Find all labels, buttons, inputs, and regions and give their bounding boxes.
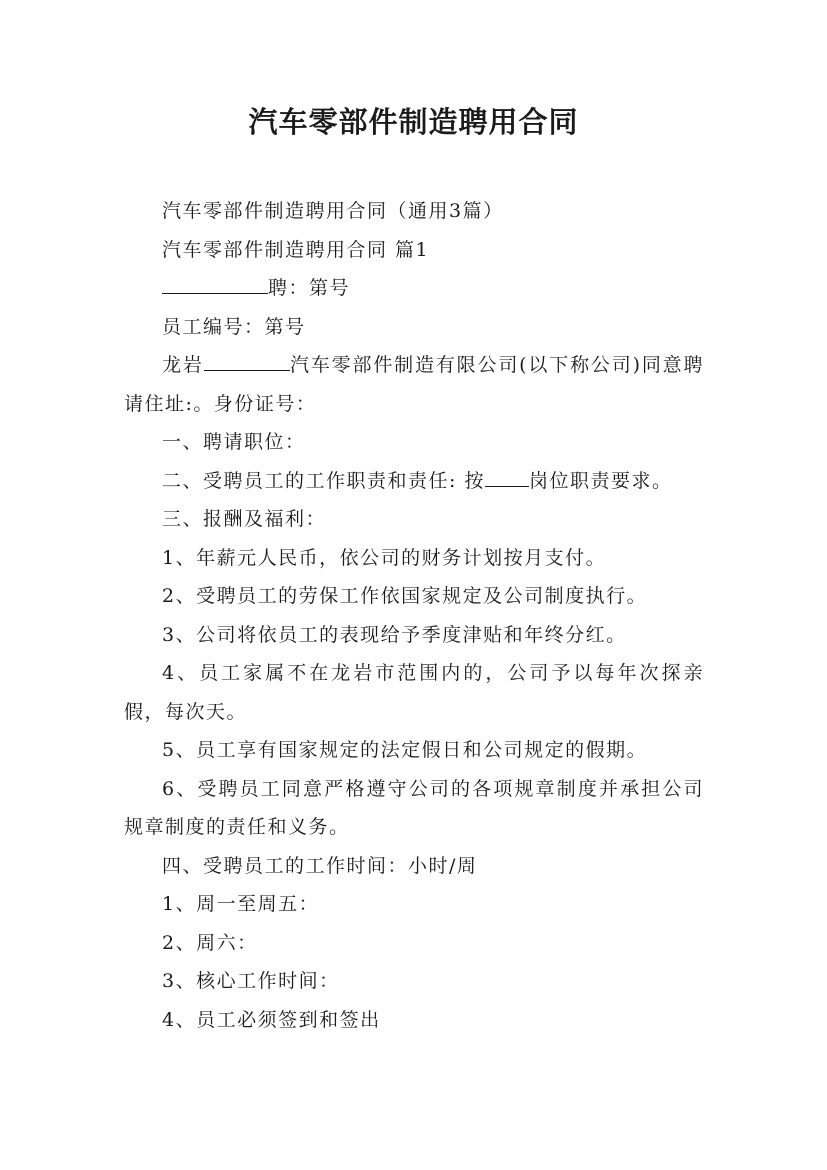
fill-blank bbox=[162, 269, 268, 294]
item-3-3: 3、公司将依员工的表现给予季度津贴和年终分红。 bbox=[162, 623, 627, 646]
section-2-suffix: 岗位职责要求。 bbox=[528, 469, 673, 492]
item-4-1: 1、周一至周五： bbox=[162, 893, 320, 915]
part-heading: 汽车零部件制造聘用合同 篇1 bbox=[162, 238, 430, 261]
document-title: 汽车零部件制造聘用合同 bbox=[248, 105, 579, 139]
section-1: 一、聘请职位： bbox=[162, 431, 306, 453]
item-3-2: 2、受聘员工的劳保工作依国家规定及公司制度执行。 bbox=[162, 585, 648, 607]
hire-line-text: 聘：第号 bbox=[268, 277, 351, 299]
section-2 bbox=[124, 462, 704, 501]
company-suffix: 汽车零部件制造有限公司(以下称公司)同意聘请住址:。身份证号： bbox=[124, 354, 704, 415]
section-2-prefix: 二、受聘员工的工作职责和责任: 按 bbox=[162, 469, 485, 492]
item-3-5: 5、员工享有国家规定的法定假日和公司规定的假期。 bbox=[162, 739, 648, 761]
hire-line bbox=[124, 269, 704, 308]
item-4-2: 2、周六： bbox=[162, 931, 258, 954]
item-4-4: 4、员工必须签到和签出 bbox=[162, 1008, 381, 1031]
subtitle: 汽车零部件制造聘用合同（通用3篇） bbox=[162, 200, 504, 222]
company-paragraph bbox=[124, 346, 704, 423]
company-prefix: 龙岩 bbox=[162, 354, 204, 376]
fill-blank bbox=[485, 462, 529, 487]
item-3-1: 1、年薪元人民币，依公司的财务计划按月支付。 bbox=[162, 546, 607, 569]
section-4: 四、受聘员工的工作时间：小时/周 bbox=[162, 854, 478, 877]
item-4-3: 3、核心工作时间： bbox=[162, 970, 340, 992]
section-3: 三、报酬及福利： bbox=[162, 508, 327, 530]
document-body bbox=[124, 192, 704, 1039]
item-3-4: 4、员工家属不在龙岩市范围内的，公司予以每年次探亲假，每次天。 bbox=[124, 662, 704, 723]
employee-number-line: 员工编号：第号 bbox=[162, 315, 306, 338]
item-3-6: 6、受聘员工同意严格遵守公司的各项规章制度并承担公司规章制度的责任和义务。 bbox=[124, 777, 704, 838]
fill-blank bbox=[204, 346, 290, 371]
